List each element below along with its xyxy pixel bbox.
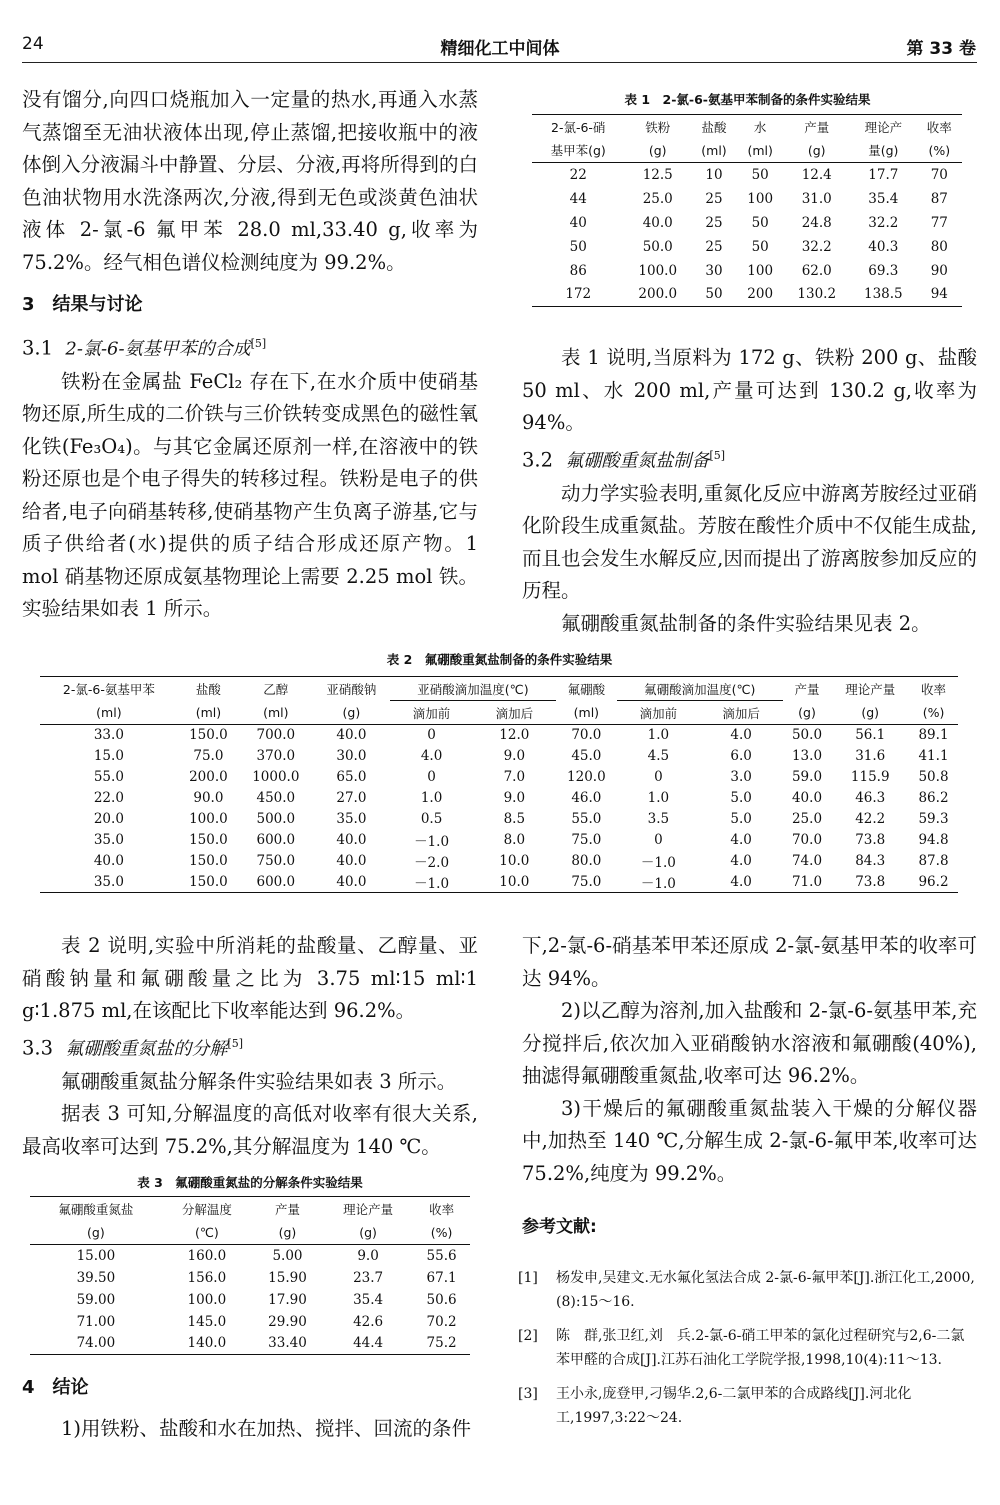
table-cell: 7.0 — [503, 769, 526, 785]
table-header-row — [40, 677, 958, 701]
table-cell: 6.0 — [730, 748, 752, 764]
table-cell: 40.0 — [336, 873, 367, 890]
table-cell: 8.0 — [503, 832, 526, 848]
table-cell: 69.3 — [868, 262, 899, 279]
table-cell: 600.0 — [256, 873, 296, 890]
table-cell: 40.0 — [336, 832, 367, 848]
table-cell: 70.0 — [791, 832, 823, 848]
table-cell: 160.0 — [187, 1247, 227, 1264]
table-cell: 50 — [705, 286, 723, 303]
table-cell: 94 — [930, 286, 948, 303]
table-cell: 75.2 — [426, 1335, 457, 1352]
table-row — [532, 235, 962, 259]
table-cell: 56.1 — [855, 727, 886, 744]
table-header-cell: 氟硼酸 — [567, 681, 606, 697]
table-cell: 35.0 — [93, 873, 124, 890]
table-header-cell: 产量 — [804, 119, 830, 135]
table-cell: 30 — [705, 262, 723, 279]
table-cell: 150.0 — [189, 873, 228, 890]
table-cell: 74.0 — [791, 853, 823, 869]
table-cell: －1.0 — [414, 875, 450, 892]
table-cell: 4.5 — [647, 748, 670, 764]
table-header-cell: 2-氯-6-硝 — [551, 119, 606, 135]
table-cell: 50.6 — [426, 1291, 457, 1308]
table-cell: 0 — [427, 727, 436, 744]
table-header-cell: (ml) — [195, 704, 222, 720]
table-cell: 59.00 — [76, 1291, 116, 1308]
table-row — [532, 163, 962, 187]
paragraph: 动力学实验表明,重氮化反应中游离芳胺经过亚硝化阶段生成重氮盐。芳胺在酸性介质中不仅能生成盐,而且也会发生水解反应,因而提出了游离胺参加反应的历程。 — [522, 481, 977, 602]
table-cell: 4.0 — [730, 853, 752, 869]
paragraph: 表 2 说明,实验中所消耗的盐酸量、乙醇量、亚硝酸钠量和氟硼酸量之比为 3.75 ml∶15 ml∶1 g∶1.875 ml,在该配比下收率能达到 96.2%。 — [22, 934, 478, 1022]
header-rule — [22, 62, 977, 63]
table-cell: 4.0 — [730, 832, 752, 848]
table-cell: 8.5 — [503, 811, 526, 827]
table-row — [30, 1289, 470, 1311]
journal-title: 精细化工中间体 — [440, 39, 560, 59]
table-header-cell: (ml) — [96, 704, 122, 720]
references-title: 参考文献: — [522, 1217, 597, 1237]
table-cell: 84.3 — [855, 853, 886, 869]
table-cell: 10 — [705, 166, 723, 183]
table-header-cell: 收率 — [921, 681, 947, 697]
table-cell: 50.0 — [791, 727, 823, 744]
table-cell: 500.0 — [256, 811, 296, 827]
table-cell: 700.0 — [256, 727, 296, 744]
table-cell: 32.2 — [868, 214, 899, 231]
table-cell: 150.0 — [189, 832, 228, 848]
paragraph: 表 1 说明,当原料为 172 g、铁粉 200 g、盐酸 50 ml、水 200 ml,产量可达到 130.2 g,收率为 94%。 — [522, 346, 977, 434]
table-cell: 70.0 — [571, 727, 602, 744]
table-cell: 40.0 — [336, 853, 367, 869]
paragraph: 下,2-氯-6-硝基苯甲苯还原成 2-氯-氨基甲苯的收率可达 94%。 — [522, 934, 977, 990]
table-cell: 22.0 — [93, 790, 124, 806]
table-header-cell: 乙醇 — [263, 681, 289, 697]
table3-caption: 表 3 氟硼酸重氮盐的分解条件实验结果 — [137, 1175, 363, 1190]
table-cell: 42.2 — [855, 811, 886, 827]
subsection-heading: 3.1 2-氯-6-氨基甲苯的合成[5] — [22, 336, 267, 359]
table-cell: 25.0 — [791, 811, 823, 827]
table-row — [40, 725, 958, 746]
table-cell: 450.0 — [256, 790, 296, 806]
table-header-cell: 氟硼酸重氮盐 — [58, 1201, 134, 1217]
table-cell: 50 — [751, 238, 769, 255]
table1-caption: 表 1 2-氯-6-氨基甲苯制备的条件实验结果 — [624, 92, 871, 107]
table-cell: 9.0 — [503, 748, 526, 764]
table-cell: 0 — [654, 769, 663, 785]
table-cell: 600.0 — [256, 832, 296, 848]
volume-label: 第 33 卷 — [906, 39, 976, 59]
table-cell: 9.0 — [357, 1247, 379, 1264]
table-cell: 12.4 — [801, 166, 832, 183]
table2-caption: 表 2 氟硼酸重氮盐制备的条件实验结果 — [386, 652, 613, 667]
table-cell: 50 — [751, 214, 769, 231]
table-cell: 172 — [565, 286, 592, 303]
table-cell: 33.0 — [93, 727, 124, 744]
table-header-cell: (g) — [359, 1224, 377, 1240]
paragraph: 3)干燥后的氟硼酸重氮盐装入干燥的分解仪器中,加热至 140 ℃,分解生成 2-氯-6-氟甲苯,收率可达 75.2%,纯度为 99.2%。 — [522, 1096, 977, 1185]
left-column-end — [22, 1372, 478, 1445]
table-cell: 100.0 — [187, 1291, 227, 1308]
paragraph: 据表 3 可知,分解温度的高低对收率有很大关系,最高收率可达到 75.2%,其分解温度为 140 ℃。 — [22, 1102, 478, 1158]
table-header-cell: (g) — [798, 704, 816, 720]
references-list — [518, 1266, 976, 1430]
table-cell: 4.0 — [730, 873, 752, 890]
table-cell: 71.00 — [76, 1313, 116, 1330]
table-cell: 100.0 — [189, 811, 228, 827]
table-row — [40, 788, 958, 809]
table-row — [532, 259, 962, 283]
table-cell: 140.0 — [187, 1335, 227, 1352]
table-cell: 45.0 — [571, 748, 602, 764]
table-cell: 25.0 — [642, 190, 673, 207]
table-cell: 86 — [569, 262, 587, 279]
table-cell: 89.1 — [918, 727, 949, 744]
table-row — [40, 872, 958, 893]
table-cell: 32.2 — [801, 238, 832, 255]
paragraph: 没有馏分,向四口烧瓶加入一定量的热水,再通入水蒸气蒸馏至无油状液体出现,停止蒸馏,把接收瓶中的液体倒入分液漏斗中静置、分层、分液,再将所得到的白色油状物用水洗涤两次,分液,得到无色或淡黄色油状液体 2-氯-6 氟甲苯 28.0 ml,33.40 g,收率为 75.2%。经气相色谱仪检测纯度为 99.2%。 — [22, 88, 478, 274]
table-cell: 80 — [930, 238, 948, 255]
table-cell: 44.4 — [353, 1335, 384, 1352]
table-cell: 55.0 — [571, 811, 602, 827]
table-cell: 40.0 — [791, 790, 823, 806]
paragraph: 铁粉在金属盐 FeCl₂ 存在下,在水介质中使硝基物还原,所生成的二价铁与三价铁转变成黑色的磁性氧化铁(Fe₃O₄)。与其它金属还原剂一样,在溶液中的铁粉还原也是个电子得失的转移过程。铁粉是电子的供给者,电子向硝基转移,使硝基物产生负离子游基,它与质子供给者(水)提供的质子结合形成还原产物。1 mol 硝基物还原成氨基物理论上需要 2.25 mol 铁。实验结果如表 1 所示。 — [22, 369, 478, 620]
table-cell: 1000.0 — [252, 769, 300, 785]
table-cell: 150.0 — [189, 853, 228, 869]
table-row — [532, 211, 962, 235]
table-cell: 71.0 — [791, 873, 823, 890]
table-cell: 35.4 — [353, 1291, 384, 1308]
table-cell: 50 — [751, 166, 769, 183]
table-cell: 96.2 — [918, 873, 949, 890]
table-cell: －1.0 — [414, 834, 450, 850]
table-row — [532, 283, 962, 307]
table-header-cell: 产量 — [274, 1201, 300, 1217]
table-cell: 0.5 — [420, 811, 443, 827]
table-cell: 17.90 — [268, 1291, 307, 1308]
table-cell: 35.0 — [93, 832, 124, 848]
table-cell: 3.0 — [730, 769, 752, 785]
table-cell: 15.90 — [268, 1269, 307, 1286]
table-cell: 3.5 — [647, 811, 670, 827]
table-header-cell: 盐酸 — [195, 681, 221, 697]
table-cell: 156.0 — [187, 1269, 227, 1286]
table-header-cell: 2-氯-6-氨基甲苯 — [62, 681, 155, 697]
table-header-cell: 量(g) — [868, 143, 899, 159]
table-header-cell: 盐酸 — [701, 119, 727, 135]
table-cell: 100 — [747, 262, 774, 279]
table-cell: 27.0 — [336, 790, 367, 806]
table-cell: 35.0 — [336, 811, 367, 827]
table-cell: 370.0 — [256, 748, 296, 764]
reference-item: [2] 陈 群,张卫红,刘 兵.2-氯-6-硝工甲苯的氯化过程研究与2,6-二氯苯甲醛的合成[J].江苏石油化工学院学报,1998,10(4):11～13. — [518, 1328, 965, 1368]
table-row — [40, 746, 958, 767]
right-column-bottom — [522, 930, 977, 1190]
table-cell: 59.0 — [791, 769, 823, 785]
table1 — [532, 114, 962, 307]
table-cell: 1.0 — [420, 790, 443, 806]
table-cell: 130.2 — [797, 286, 837, 303]
table-row — [40, 851, 958, 872]
table-header-cell: 理论产 — [864, 119, 903, 135]
table-cell: 65.0 — [336, 769, 367, 785]
section-heading: 4 结论 — [22, 1377, 89, 1398]
table-header-cell: 收率 — [926, 119, 952, 135]
left-column-bottom — [22, 930, 478, 1163]
table-cell: 0 — [654, 832, 663, 848]
table-cell: 59.3 — [918, 811, 949, 827]
table-cell: 4.0 — [420, 748, 443, 764]
table-cell: 40.0 — [93, 853, 124, 869]
table-header-cell: 水 — [753, 119, 767, 135]
left-column-top — [22, 84, 478, 626]
table-cell: 87 — [930, 190, 948, 207]
table-header-cell: (g) — [87, 1224, 105, 1240]
table-header-cell: (g) — [648, 142, 667, 158]
table-cell: 55.6 — [426, 1247, 457, 1264]
table-cell: 138.5 — [864, 286, 903, 303]
table-cell: 120.0 — [567, 769, 606, 785]
table-row — [532, 187, 962, 211]
table-cell: 41.1 — [918, 748, 949, 764]
table-cell: 75.0 — [571, 873, 602, 890]
table-header-cell: (ml) — [701, 142, 727, 158]
table-row — [40, 767, 958, 788]
table-header-cell: 滴加前 — [639, 705, 678, 721]
table-cell: 73.8 — [855, 832, 886, 848]
table-cell: －1.0 — [640, 875, 676, 892]
table-cell: 33.40 — [268, 1335, 307, 1352]
table-cell: 5.00 — [272, 1247, 303, 1264]
table-cell: 17.7 — [868, 166, 899, 183]
paragraph: 氟硼酸重氮盐制备的条件实验结果见表 2。 — [561, 611, 931, 635]
table-cell: 750.0 — [256, 853, 296, 869]
table-row — [30, 1311, 470, 1333]
table-cell: 80.0 — [571, 853, 602, 869]
table-row — [40, 809, 958, 830]
table-header-cell: (g) — [807, 142, 826, 158]
table-cell: 5.0 — [730, 790, 752, 806]
table-cell: 200.0 — [189, 769, 228, 785]
table-cell: 13.0 — [791, 748, 823, 764]
table-cell: 0 — [427, 769, 436, 785]
table-header-cell: (ml) — [573, 704, 600, 720]
table-header-cell: 滴加前 — [412, 705, 451, 721]
table-cell: 5.0 — [730, 811, 752, 827]
table-header-row — [30, 1197, 470, 1221]
reference-item: [3] 王小永,庞登甲,刁锡华.2,6-二氯甲苯的合成路线[J].河北化工,1997,3:22～24. — [518, 1386, 912, 1426]
table-header-row — [30, 1221, 470, 1245]
table-cell: 70.2 — [426, 1313, 457, 1330]
table-header-row — [40, 701, 958, 725]
table-cell: 75.0 — [571, 832, 602, 848]
table-cell: 9.0 — [503, 790, 526, 806]
table-cell: 20.0 — [93, 811, 124, 827]
table-header-row — [532, 139, 962, 163]
table-header-cell: 氟硼酸滴加温度(℃) — [617, 677, 783, 701]
table-cell: 87.8 — [918, 853, 949, 869]
table2 — [40, 676, 958, 893]
table-cell: 42.6 — [353, 1313, 384, 1330]
table-cell: 1.0 — [647, 727, 670, 744]
table-cell: 31.0 — [801, 190, 832, 207]
table-header-cell: 分解温度 — [181, 1201, 232, 1217]
table-cell: 50 — [569, 238, 587, 255]
table-cell: 40.0 — [642, 214, 673, 231]
table-header-cell: 理论产量 — [343, 1201, 394, 1217]
table-cell: 90 — [930, 262, 948, 279]
paragraph: 2)以乙醇为溶剂,加入盐酸和 2-氯-6-氨基甲苯,充分搅拌后,依次加入亚硝酸钠水溶液和氟硼酸(40%),抽滤得氟硼酸重氮盐,收率可达 96.2%。 — [522, 999, 977, 1087]
table3 — [30, 1196, 470, 1355]
table-cell: 40.0 — [336, 727, 367, 744]
table-cell: 15.00 — [76, 1247, 116, 1264]
table-cell: 200.0 — [638, 286, 678, 303]
subsection-heading: 3.2 氟硼酸重氮盐制备[5] — [522, 448, 726, 471]
table-header-cell: (g) — [861, 704, 880, 720]
table-cell: 100.0 — [638, 262, 678, 279]
table-cell: 10.0 — [499, 853, 530, 869]
table-header-cell: 亚硝酸滴加温度(℃) — [390, 677, 556, 701]
table-cell: 25 — [705, 214, 723, 231]
table-header-cell: (%) — [922, 704, 945, 720]
table-header-cell: (%) — [430, 1224, 453, 1240]
table-cell: 23.7 — [353, 1269, 384, 1286]
table-header-row — [532, 115, 962, 139]
table-header-cell: 铁粉 — [645, 119, 671, 135]
table-header-cell: 产量 — [794, 681, 820, 697]
table-row — [30, 1333, 470, 1355]
table-header-cell: 理论产量 — [845, 681, 896, 697]
paragraph: 氟硼酸重氮盐分解条件实验结果如表 3 所示。 — [61, 1069, 457, 1093]
table-cell: 40 — [569, 214, 587, 231]
page-number: 24 — [22, 34, 44, 54]
table-header-cell: (℃) — [194, 1224, 219, 1240]
table-cell: 90.0 — [193, 790, 224, 806]
table-cell: 15.0 — [93, 748, 124, 764]
table-row — [40, 830, 958, 851]
table-cell: 31.6 — [855, 748, 886, 764]
table-cell: 46.3 — [855, 790, 886, 806]
table-cell: 4.0 — [730, 727, 752, 744]
section-heading: 3 结果与讨论 — [22, 294, 143, 315]
table-cell: 30.0 — [336, 748, 367, 764]
table-cell: 73.8 — [855, 873, 886, 890]
table-cell: 94.8 — [918, 832, 949, 848]
table-cell: 25 — [705, 190, 723, 207]
reference-item: [1] 杨发申,吴建文.无水氟化氢法合成 2-氯-6-氟甲苯[J].浙江化工,2000,(8):15～16. — [518, 1270, 975, 1310]
table-cell: 40.3 — [868, 238, 899, 255]
table-cell: 50.8 — [918, 769, 949, 785]
table-cell: 200 — [747, 286, 774, 303]
table-header-cell: 滴加后 — [495, 705, 534, 721]
table-cell: 22 — [569, 166, 587, 183]
table-header-cell: 亚硝酸钠 — [326, 681, 377, 697]
table-row — [30, 1245, 470, 1267]
table-cell: 44 — [569, 190, 587, 207]
table-cell: 46.0 — [571, 790, 602, 806]
table-cell: 86.2 — [918, 790, 949, 806]
paragraph: 1)用铁粉、盐酸和水在加热、搅拌、回流的条件 — [61, 1416, 472, 1440]
table-cell: 50.0 — [642, 238, 673, 255]
table-cell: 70 — [930, 166, 948, 183]
table-cell: 150.0 — [189, 727, 228, 744]
table-cell: 25 — [705, 238, 723, 255]
table-cell: 39.50 — [76, 1269, 116, 1286]
table-header-cell: (g) — [278, 1224, 297, 1240]
table-cell: 77 — [930, 214, 948, 231]
table-header-cell: (ml) — [747, 142, 773, 158]
table-cell: 100 — [747, 190, 774, 207]
table-header-cell: 滴加后 — [722, 705, 760, 721]
table-cell: 74.00 — [76, 1335, 116, 1352]
table-cell: 115.9 — [850, 769, 890, 785]
table-cell: 62.0 — [801, 262, 832, 279]
table-cell: 10.0 — [499, 873, 530, 890]
table-cell: －2.0 — [414, 855, 450, 871]
table-cell: 55.0 — [93, 769, 124, 785]
table-cell: 29.90 — [268, 1313, 307, 1330]
table-cell: 24.8 — [801, 214, 832, 231]
table-cell: 75.0 — [193, 748, 224, 764]
table-cell: 12.0 — [499, 727, 530, 744]
table-row — [30, 1267, 470, 1289]
subsection-heading: 3.3 氟硼酸重氮盐的分解[5] — [22, 1036, 244, 1059]
table-cell: 35.4 — [868, 190, 899, 207]
table-header-cell: (%) — [928, 142, 951, 158]
table-header-cell: (ml) — [263, 704, 289, 720]
table-header-cell: 收率 — [429, 1201, 455, 1217]
table-cell: 145.0 — [187, 1313, 227, 1330]
table-cell: 67.1 — [426, 1269, 457, 1286]
table-cell: 12.5 — [642, 166, 673, 183]
table-cell: 1.0 — [647, 790, 670, 806]
right-column-top — [522, 342, 977, 640]
table-header-cell: (g) — [342, 704, 361, 720]
table-header-cell: 基甲苯(g) — [550, 143, 606, 159]
table-cell: －1.0 — [640, 855, 676, 871]
